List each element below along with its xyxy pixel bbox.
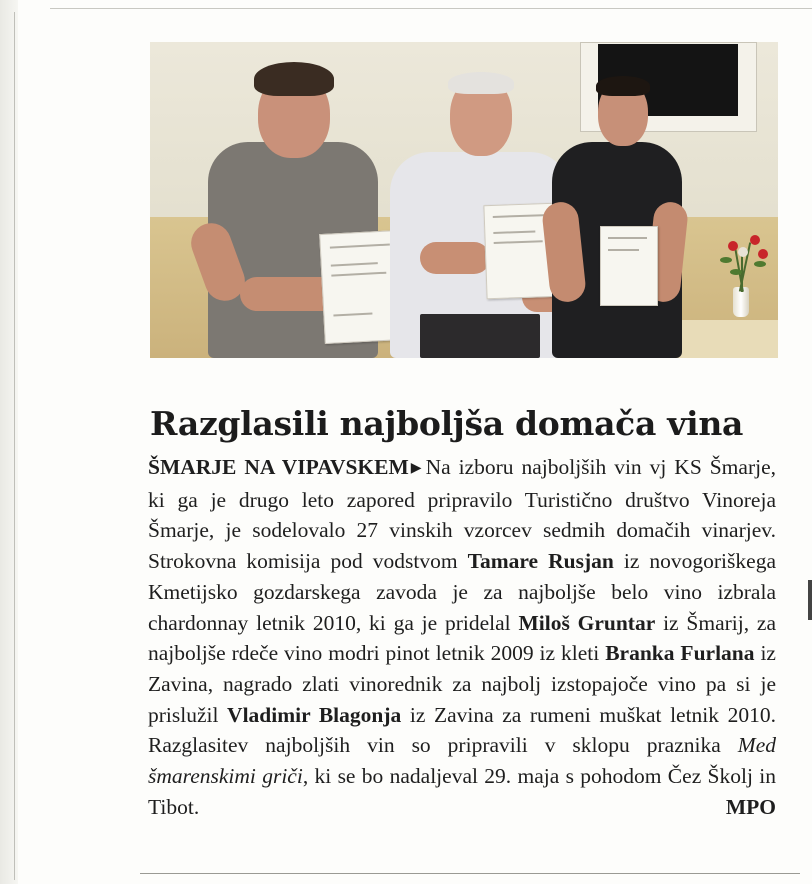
article-photo: [150, 42, 778, 358]
body-text: iz Zavina, nagrado zlati vinorednik za najbolj izstopajoče vino pa si je prislužil: [148, 641, 776, 727]
dateline: ŠMARJE NA VIPAVSKEM: [148, 455, 409, 479]
body-text: , ki se bo nadaljeval 29. maja s pohodom Čez Školj in Tibot.: [148, 764, 777, 819]
event-name: Med šmarenskimi griči: [148, 733, 776, 789]
triangle-right-icon: ▶: [410, 461, 422, 476]
body-text: iz novogoriškega Kmetijsko gozdarskega zavoda je za najboljše belo vino izbrala chardonnay letnik 2010, ki ga je pridelal: [148, 549, 776, 635]
column-rule-bottom: [140, 873, 800, 874]
person-name: Miloš Gruntar: [518, 610, 656, 635]
certificate-icon: [600, 226, 658, 306]
article-body: [148, 452, 776, 822]
scan-edge-mark: [808, 580, 812, 620]
person-name: Branka Furlana: [605, 641, 755, 666]
flowers-icon: [710, 227, 778, 317]
person-name: Tamare Rusjan: [467, 549, 614, 574]
body-text: Na izboru najboljših vin vj KS Šmarje, ki ga je drugo leto zapored pripravilo Turistično društvo Vinoreja Šmarje, je sodelovalo 27 vinskih vzorcev sedmih domačih vinarjev. Strokovna komisija pod vodstvom: [148, 455, 776, 574]
body-text: iz Šmarij, za najboljše rdeče vino modri pinot letnik 2009 iz kleti: [148, 610, 776, 666]
byline: MPO: [725, 794, 776, 819]
article-headline: Razglasili najboljša domača vina: [150, 404, 744, 444]
page-edge-shadow: [0, 0, 18, 884]
column-rule-top: [50, 8, 812, 9]
person-name: Vladimir Blagonja: [227, 702, 402, 727]
body-text: iz Zavina za rumeni muškat letnik 2010. Razglasitev najboljših vin so pripravili v sklopu praznika: [148, 702, 776, 758]
column-rule-left: [14, 12, 15, 880]
